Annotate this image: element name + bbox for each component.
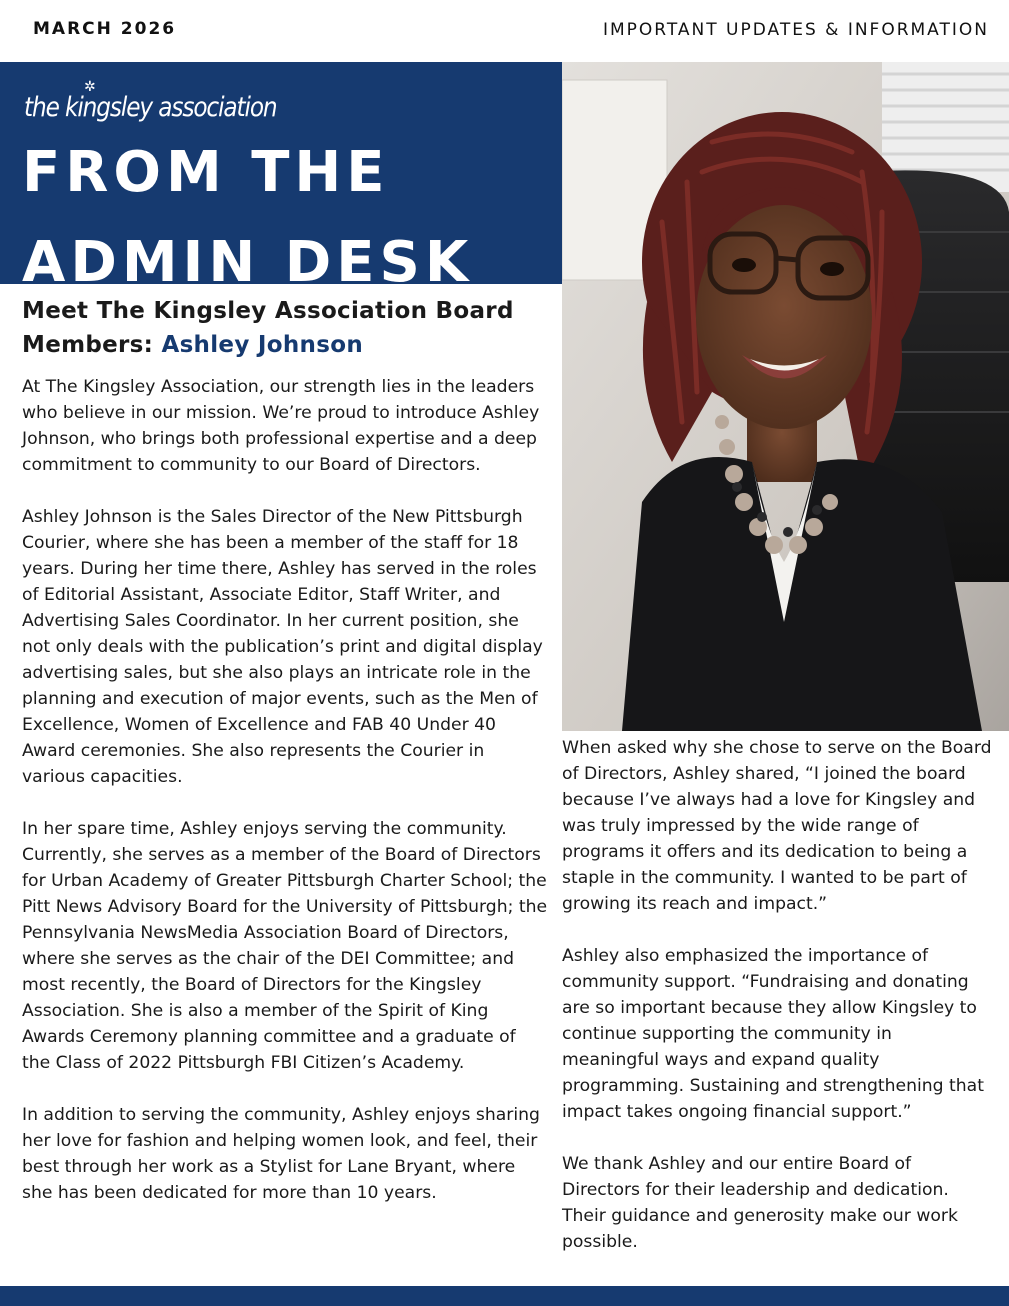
header-tagline: IMPORTANT UPDATES & INFORMATION	[602, 20, 989, 40]
kingsley-logo: the kingsley association	[24, 92, 277, 123]
article-right-column	[562, 735, 992, 1281]
page-title: FROM THE ADMIN DESK	[22, 140, 474, 295]
support-paragraph: Ashley also emphasized the importance of community support. “Fundraising and donating are so important because they allow Kingsley to continue supporting the community in meaningful ways and expand quality programming. Sustaining and strengthening that impact takes ongoing financial support.”	[562, 946, 984, 1122]
article-left-column	[22, 294, 548, 1232]
page-header	[0, 0, 1009, 62]
quote-paragraph: When asked why she chose to serve on the Board of Directors, Ashley shared, “I joined the board because I’ve always had a love for Kingsley and was truly impressed by the wide range of programs it offers and its dedication to being a staple in the community. I wanted to be part of growing its reach and impact.”	[562, 738, 992, 914]
community-paragraph: In her spare time, Ashley enjoys serving the community. Currently, she serves as a member of the Board of Directors for Urban Academy of Greater Pittsburgh Charter School; the Pitt News Advisory Board for the University of Pittsburgh; the Pennsylvania NewsMedia Association Board of Directors, where she serves as the chair of the DEI Committee; and most recently, the Board of Directors for the Kingsley Association. She is also a member of the Spirit of King Awards Ceremony planning committee and a graduate of the Class of 2022 Pittsburgh FBI Citizen’s Academy.	[22, 819, 548, 1073]
fashion-paragraph: In addition to serving the community, Ashley enjoys sharing her love for fashion and helping women look, and feel, their best through her work as a Stylist for Lane Bryant, where she has been dedicated for more than 10 years.	[22, 1105, 540, 1203]
thanks-paragraph: We thank Ashley and our entire Board of Directors for their leadership and dedication. Their guidance and generosity make our work possible.	[562, 1154, 958, 1252]
issue-date: MARCH 2026	[33, 19, 177, 39]
title-banner	[0, 62, 562, 295]
logo-star-icon: ✲	[84, 79, 96, 95]
board-member-name: Ashley Johnson	[161, 332, 363, 358]
portrait-photo	[562, 62, 1009, 731]
footer-bar	[0, 1286, 1009, 1306]
career-paragraph: Ashley Johnson is the Sales Director of the New Pittsburgh Courier, where she has been a member of the staff for 18 years. During her time there, Ashley has served in the roles of Editorial Assistant, Associate Editor, Staff Writer, and Advertising Sales Coordinator. In her current position, she not only deals with the publication’s print and digital display advertising sales, but she also plays an intricate role in the planning and execution of major events, such as the Men of Excellence, Women of Excellence and FAB 40 Under 40 Award ceremonies. She also represents the Courier in various capacities.	[22, 507, 543, 787]
intro-paragraph: At The Kingsley Association, our strength lies in the leaders who believe in our mission. We’re proud to introduce Ashley Johnson, who brings both professional expertise and a deep commitment to community to our Board of Directors.	[22, 377, 540, 475]
portrait-illustration	[562, 62, 1009, 731]
heading-prefix: Meet The Kingsley Association Board Members:	[22, 298, 514, 358]
article-heading	[22, 294, 548, 362]
